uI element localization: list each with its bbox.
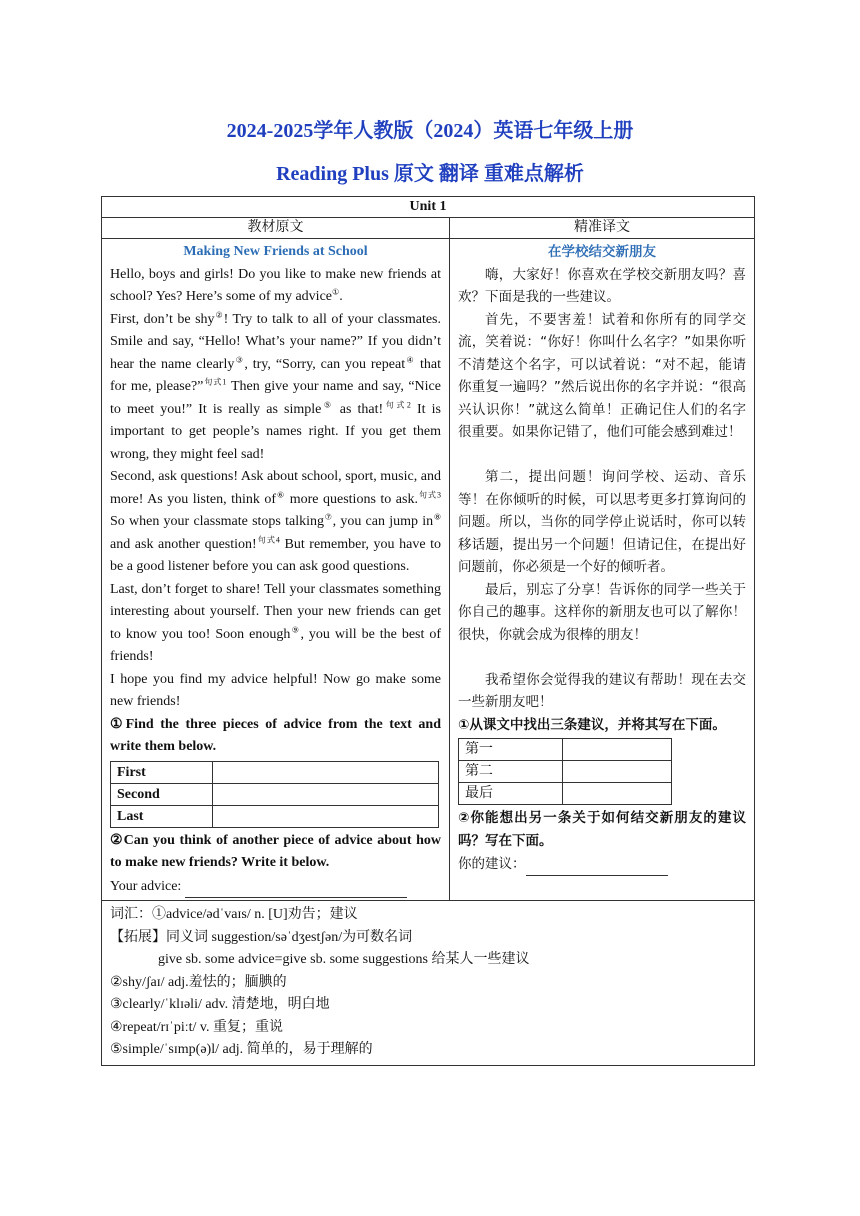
zh-row-label: 最后: [459, 783, 563, 805]
answer-blank[interactable]: [213, 761, 439, 783]
en-answer-table: [110, 761, 439, 828]
en-question-2: ②Can you think of another piece of advice about how to make new friends? Write it below.: [110, 832, 441, 870]
vocab-example: give sb. some advice=give sb. some suggestions 给某人一些建议: [158, 952, 530, 967]
text-title-en: Making New Friends at School: [183, 244, 368, 259]
col-header-original: 教材原文: [102, 218, 450, 239]
en-paragraph-4: Last, don’t forget to share! Tell your classmates something interesting about yourself. Then your new friends can get to know you too! Soon enough⑨, you will be the best of friends!: [110, 581, 441, 664]
zh-question-1: ①从课文中找出三条建议，并将其写在下面。: [458, 716, 726, 733]
unit-header: Unit 1: [102, 197, 755, 218]
zh-your-advice: 你的建议：: [458, 852, 746, 876]
en-paragraph-1: Hello, boys and girls! Do you like to make new friends at school? Yes? Here’s some of my advice①.: [110, 266, 441, 304]
col-header-translation: 精准译文: [450, 218, 755, 239]
zh-paragraph-4: 最后，别忘了分享！告诉你的同学一些关于你自己的趣事。这样你的新朋友也可以了解你！很快，你就会成为很棒的朋友！: [458, 581, 747, 643]
zh-row-label: 第一: [459, 739, 563, 761]
vocab-item-advice: 词汇：①advice/ədˈvaɪs/ n. [U]劝告；建议: [110, 907, 358, 922]
zh-paragraph-3: 第二，提出问题！询问学校、运动、音乐等！在你倾听的时候，可以思考更多打算询问的问题。所以，当你的同学停止说话时，你可以转移话题，提出另一个问题！但请记住，在提出好问题前，你必须是一个好的倾听者。: [458, 469, 747, 575]
answer-blank[interactable]: [563, 739, 672, 761]
advice-blank-line[interactable]: [185, 875, 407, 899]
en-question-1: ①Find the three pieces of advice from the text and write them below.: [110, 716, 441, 754]
answer-blank[interactable]: [213, 805, 439, 827]
vocab-item-shy: ②shy/ʃaɪ/ adj.羞怯的；腼腆的: [110, 974, 287, 990]
answer-blank[interactable]: [563, 783, 672, 805]
answer-blank[interactable]: [213, 783, 439, 805]
vocabulary-section: [102, 901, 755, 1066]
en-paragraph-5: I hope you find my advice helpful! Now go make some new friends!: [110, 671, 441, 709]
zh-paragraph-2: 首先，不要害羞！试着和你所有的同学交流，笑着说：“你好！你叫什么名字？”如果你听不清楚这个名字，可以试着说：“对不起，能请你重复一遍吗？”然后说出你的名字并说：“很高兴认识你！”就这么简单！正确记住人们的名字很重要。如果你记错了，他们可能会感到难过！: [458, 311, 747, 440]
document-title: 2024-2025学年人教版（2024）英语七年级上册: [226, 120, 634, 142]
zh-answer-table: [458, 738, 672, 805]
vocab-item-simple: ⑤simple/ˈsɪmp(ə)l/ adj. 简单的，易于理解的: [110, 1042, 373, 1057]
document-subtitle: Reading Plus 原文 翻译 重难点解析: [276, 163, 584, 185]
en-row-label: Second: [111, 783, 213, 805]
zh-spacer: [458, 646, 746, 669]
en-paragraph-3: Second, ask questions! Ask about school, sport, music, and more! As you listen, think of⑥ more questions to ask.$^{句式3}$ So when your classmate stops talking⑦, you can jump in⑧ and ask another question!$^{句式4}$ But remember, you have to be a good listener before you can ask good questions.: [110, 469, 442, 574]
en-row-label: First: [111, 761, 213, 783]
vocab-item-clearly: ③clearly/ˈklɪəli/ adv. 清楚地，明白地: [110, 997, 330, 1012]
en-paragraph-2: First, don’t be shy②! Try to talk to all of your classmates. Smile and say, “Hello! What’s your name?” If you didn’t hear the name clearly③, try, “Sorry, can you repeat④ that for me, please?”$^{句式1}$ Then give your name and say, “Nice to meet you!” It is really as simple⑤ as that!$^{句式2}$ It is important to get people’s names right. If you get them wrong, they might feel sad!: [110, 309, 442, 462]
zh-question-2: ②你能想出另一条关于如何结交新朋友的建议吗？写在下面。: [458, 810, 747, 849]
advice-blank-line[interactable]: [526, 852, 668, 876]
vocab-extension: 【拓展】同义词 suggestion/səˈdʒestʃən/为可数名词: [110, 929, 413, 945]
answer-blank[interactable]: [563, 761, 672, 783]
translation-cell: [450, 239, 755, 901]
content-table: [101, 196, 755, 1066]
zh-row-label: 第二: [459, 761, 563, 783]
zh-paragraph-1: 嗨，大家好！你喜欢在学校交新朋友吗？喜欢？下面是我的一些建议。: [458, 266, 747, 305]
zh-spacer: [458, 444, 746, 467]
text-title-zh: 在学校结交新朋友: [548, 244, 656, 260]
en-your-advice: Your advice:: [110, 875, 441, 899]
zh-paragraph-5: 我希望你会觉得我的建议有帮助！现在去交一些新朋友吧！: [458, 671, 747, 710]
original-text-cell: [102, 239, 450, 901]
vocab-item-repeat: ④repeat/rɪˈpiːt/ v. 重复；重说: [110, 1019, 283, 1035]
en-row-label: Last: [111, 805, 213, 827]
